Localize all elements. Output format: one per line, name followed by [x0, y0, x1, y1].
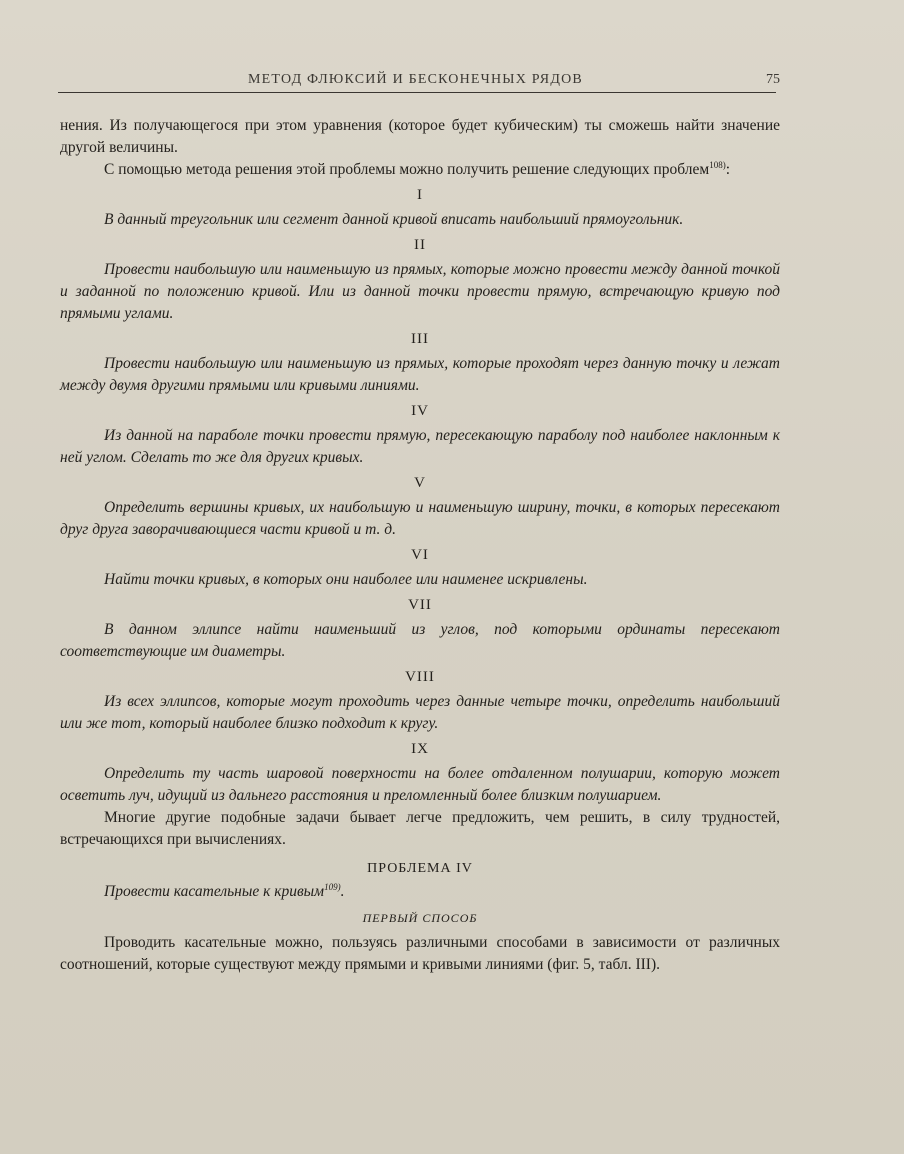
intro-paragraph-2-text: С помощью метода решения этой проблемы можно получить решение следующих проблем — [104, 161, 710, 178]
problem-text-4: Из данной на параболе точки провести прямую, пересекающую параболу под наиболее наклонным к ней углом. Сделать то же для других кривых. — [60, 427, 780, 466]
method-heading: ПЕРВЫЙ СПОСОБ — [362, 911, 478, 925]
problem-iv-heading: ПРОБЛЕМА IV — [367, 861, 473, 876]
problem-text-7: В данном эллипсе найти наименьший из углов, под которыми ординаты пересекают соответствующие им диаметры. — [60, 621, 780, 660]
problem-text-3: Провести наибольшую или наименьшую из прямых, которые проходят через данную точку и лежат между двумя другими прямыми или кривыми линиями. — [60, 355, 780, 394]
page-number: 75 — [766, 72, 780, 87]
problem-text-2: Провести наибольшую или наименьшую из прямых, которые можно провести между данной точкой и заданной по положению кривой. Или из данной точки провести прямую, встречающую кривую под прямыми углами. — [60, 261, 780, 322]
problem-text-1: В данный треугольник или сегмент данной кривой вписать наибольший прямоугольник. — [104, 211, 684, 228]
intro-paragraph-2 — [60, 159, 780, 181]
problem-iv-statement-end: . — [340, 883, 345, 900]
page-body — [60, 115, 780, 976]
problem-number-4: IV — [411, 403, 429, 419]
closing-paragraph: Многие другие подобные задачи бывает легче предложить, чем решить, в силу трудностей, встречающихся при вычислениях. — [60, 809, 780, 848]
running-header — [58, 70, 780, 93]
problem-text-9: Определить ту часть шаровой поверхности на более отдаленном полушарии, которую может осветить луч, идущий из дальнего расстояния и преломленный более близким полушарием. — [60, 765, 780, 804]
problem-number-1: I — [417, 187, 423, 203]
problem-number-5: V — [414, 475, 426, 491]
problem-iv-statement-text: Провести касательные к кривым — [104, 883, 325, 900]
problem-number-6: VI — [411, 547, 429, 563]
problem-number-3: III — [411, 331, 429, 347]
intro-paragraph-1: нения. Из получающегося при этом уравнения (которое будет кубическим) ты сможешь найти значение другой величины. — [60, 117, 780, 156]
problem-iv-statement — [60, 881, 780, 903]
problem-number-2: II — [414, 237, 426, 253]
problem-number-9: IX — [411, 741, 429, 757]
running-title: МЕТОД ФЛЮКСИЙ И БЕСКОНЕЧНЫХ РЯДОВ — [248, 72, 583, 87]
intro-paragraph-2-end: : — [725, 161, 730, 178]
footnote-ref-108: 108) — [709, 159, 726, 170]
method-paragraph: Проводить касательные можно, пользуясь различными способами в зависимости от различных соотношений, которые существуют между прямыми и кривыми линиями (фиг. 5, табл. III). — [60, 934, 780, 973]
footnote-ref-109: 109) — [324, 881, 341, 892]
problem-text-5: Определить вершины кривых, их наибольшую и наименьшую ширину, точки, в которых пересекают друг друга заворачивающиеся части кривой и т. д. — [60, 499, 780, 538]
problem-number-8: VIII — [405, 669, 435, 685]
problem-text-8: Из всех эллипсов, которые могут проходить через данные четыре точки, определить наибольший или же тот, который наиболее близко подходит к кругу. — [60, 693, 780, 732]
problem-number-7: VII — [408, 597, 432, 613]
problem-text-6: Найти точки кривых, в которых они наиболее или наименее искривлены. — [104, 571, 588, 588]
